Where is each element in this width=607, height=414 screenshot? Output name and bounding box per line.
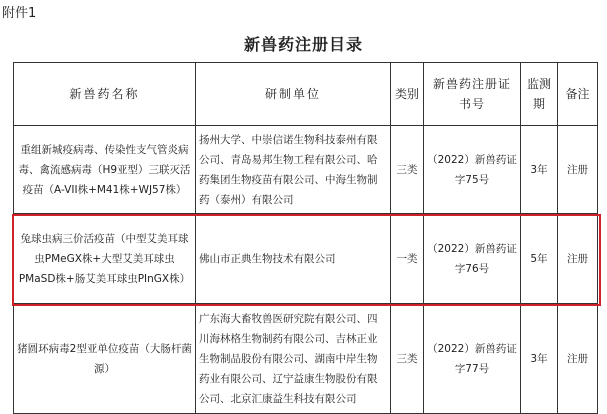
table-row <box>14 304 598 414</box>
attachment-label: 附件1 <box>2 6 37 21</box>
drug-name: 猪圆环病毒2型亚单位疫苗（大肠杆菌源） <box>14 304 196 414</box>
cert-number: （2022）新兽药证字75号 <box>424 126 521 214</box>
monitor-period: 3年 <box>521 304 558 414</box>
developer: 扬州大学、中崇信诺生物科技泰州有限公司、青岛易邦生物工程有限公司、哈药集团生物疫苗有限公司、中海生物制药（泰州）有限公司 <box>196 126 391 214</box>
table-row <box>14 126 598 214</box>
developer: 佛山市正典生物技术有限公司 <box>196 214 391 304</box>
drug-name: 重组新城疫病毒、传染性支气管炎病毒、禽流感病毒（H9亚型）三联灭活疫苗（A-VII株+M41株+WJ57株） <box>14 126 196 214</box>
note: 注册 <box>558 214 598 304</box>
header-category: 类别 <box>391 63 424 126</box>
table-row-highlighted <box>14 214 598 304</box>
cert-number: （2022）新兽药证字77号 <box>424 304 521 414</box>
page-title: 新兽药注册目录 <box>243 35 363 54</box>
header-name: 新兽药名称 <box>14 63 196 126</box>
header-period: 监测期 <box>521 63 558 126</box>
category: 三类 <box>391 304 424 414</box>
header-cert: 新兽药注册证书号 <box>424 63 521 126</box>
note: 注册 <box>558 126 598 214</box>
monitor-period: 3年 <box>521 126 558 214</box>
cert-number: （2022）新兽药证字76号 <box>424 214 521 304</box>
vet-drug-registry-table <box>13 62 598 414</box>
header-unit: 研制单位 <box>196 63 391 126</box>
developer: 广东海大畜牧兽医研究院有限公司、四川海林格生物制药有限公司、吉林正业生物制品股份有限公司、湖南中岸生物药业有限公司、辽宁益康生物股份有限公司、北京汇康益生科技有限公司 <box>196 304 391 414</box>
header-note: 备注 <box>558 63 598 126</box>
table-header-row <box>14 63 598 126</box>
monitor-period: 5年 <box>521 214 558 304</box>
note: 注册 <box>558 304 598 414</box>
drug-name: 兔球虫病三价活疫苗（中型艾美耳球虫PMeGX株+大型艾美耳球虫PMaSD株+肠艾美耳球虫PInGX株） <box>14 214 196 304</box>
category: 一类 <box>391 214 424 304</box>
category: 三类 <box>391 126 424 214</box>
